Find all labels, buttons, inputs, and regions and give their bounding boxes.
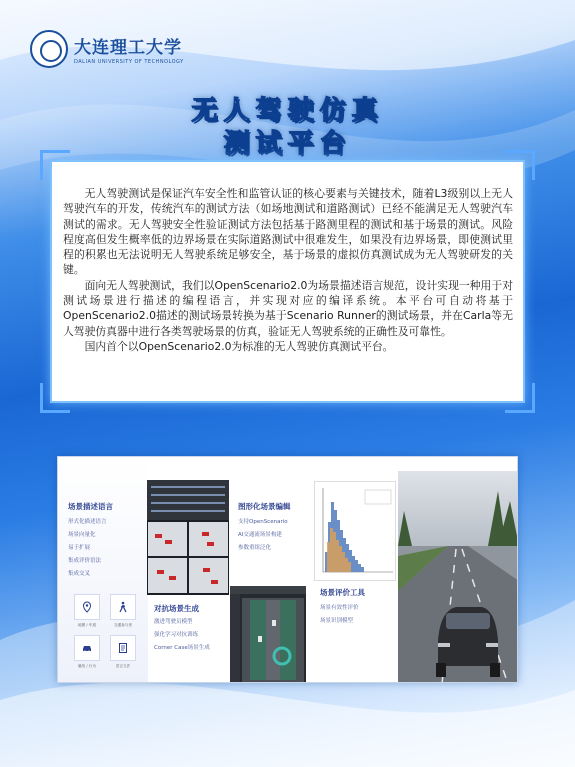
- university-logo: [30, 30, 184, 68]
- lang-title: 场景描述语言: [68, 502, 113, 511]
- graphic-item: 参数重组泛化: [238, 545, 272, 551]
- adversarial-title: 对抗场景生成: [154, 604, 199, 613]
- page-title-line2: 测试平台: [223, 129, 352, 159]
- intro-paragraph-1: 无人驾驶测试是保证汽车安全性和监管认证的核心要素与关键技术，随着L3级别以上无人驾驶汽车的开发，传统汽车的测试方法（如场地测试和道路测试）已经不能满足无人驾驶汽车测试的需求。无人驾驶安全性验证测试方法包括基于路测里程的测试和基于场景的测试。风险程度高但发生概率低的边界场景在实际道路测试中很难发生，如果没有边界场景，即使测试里程的积累也无法说明无人驾驶系统足够安全，基于场景的虚拟仿真测试成为无人驾驶研发的关键。: [63, 187, 513, 277]
- platform-diagram: [57, 456, 518, 683]
- lang-item: 易于扩展: [68, 545, 91, 551]
- corner-bracket-top-right: [505, 150, 535, 180]
- carla-simulation-screenshot: [398, 471, 518, 683]
- graphic-item: 支持OpenScenario: [238, 519, 288, 525]
- lang-item: 集成交叉: [68, 571, 91, 577]
- lang-item: 场景向量化: [68, 532, 96, 538]
- university-name-en: DALIAN UNIVERSITY OF TECHNOLOGY: [74, 59, 184, 65]
- page-title-line1: 无人驾驶仿真: [191, 96, 384, 126]
- lang-item: 形式化描述语言: [68, 519, 107, 525]
- university-seal-icon: [30, 30, 68, 68]
- pedestrian-label: 交通参与者: [114, 623, 132, 627]
- map-pin-label: 地图 / 车道: [78, 623, 96, 627]
- intro-paragraph-2: 面向无人驾驶测试，我们以OpenScenario2.0为场景描述语言规范，设计实现一种用于对测试场景进行描述的编程语言，并实现对应的编译系统。本平台可自动将基于OpenScenario2.0描述的测试场景转换为基于Scenario Runner的测试场景，并在Carla等无人驾驶仿真器中进行各类驾驶场景的仿真，验证无人驾驶系统的正确性及可靠性。: [63, 278, 513, 338]
- university-name-cn: 大连理工大学: [74, 38, 182, 58]
- car-label: 触发 / 行为: [78, 664, 96, 668]
- scenario-editor-screenshot: [230, 586, 306, 683]
- car-icon: [74, 635, 100, 661]
- eval-item: 场景有效性评价: [320, 605, 359, 611]
- adversarial-item: Corner Case场景生成: [154, 645, 210, 651]
- pedestrian-icon: [110, 594, 136, 620]
- corner-bracket-top-left: [40, 150, 70, 180]
- eval-item: 场景识别模型: [320, 618, 354, 624]
- eval-title: 场景评价工具: [320, 588, 365, 597]
- document-label: 语言文法: [115, 664, 131, 668]
- corner-bracket-bottom-left: [40, 383, 70, 413]
- scenario-grid-screenshot: [147, 480, 229, 595]
- graphic-item: AI交通流场景构建: [238, 532, 282, 538]
- intro-text: [63, 186, 513, 354]
- map-pin-icon: [74, 594, 100, 620]
- histogram-screenshot: [314, 481, 396, 581]
- lang-item: 集成评价语法: [68, 558, 102, 564]
- document-icon: [110, 635, 136, 661]
- corner-bracket-bottom-right: [505, 383, 535, 413]
- intro-paragraph-3: 国内首个以OpenScenario2.0为标准的无人驾驶仿真测试平台。: [84, 339, 394, 353]
- graphic-title: 图形化场景编辑: [238, 502, 291, 511]
- adversarial-item: 强化学习对抗训练: [154, 632, 199, 638]
- adversarial-item: 激进驾驶员模型: [154, 619, 193, 625]
